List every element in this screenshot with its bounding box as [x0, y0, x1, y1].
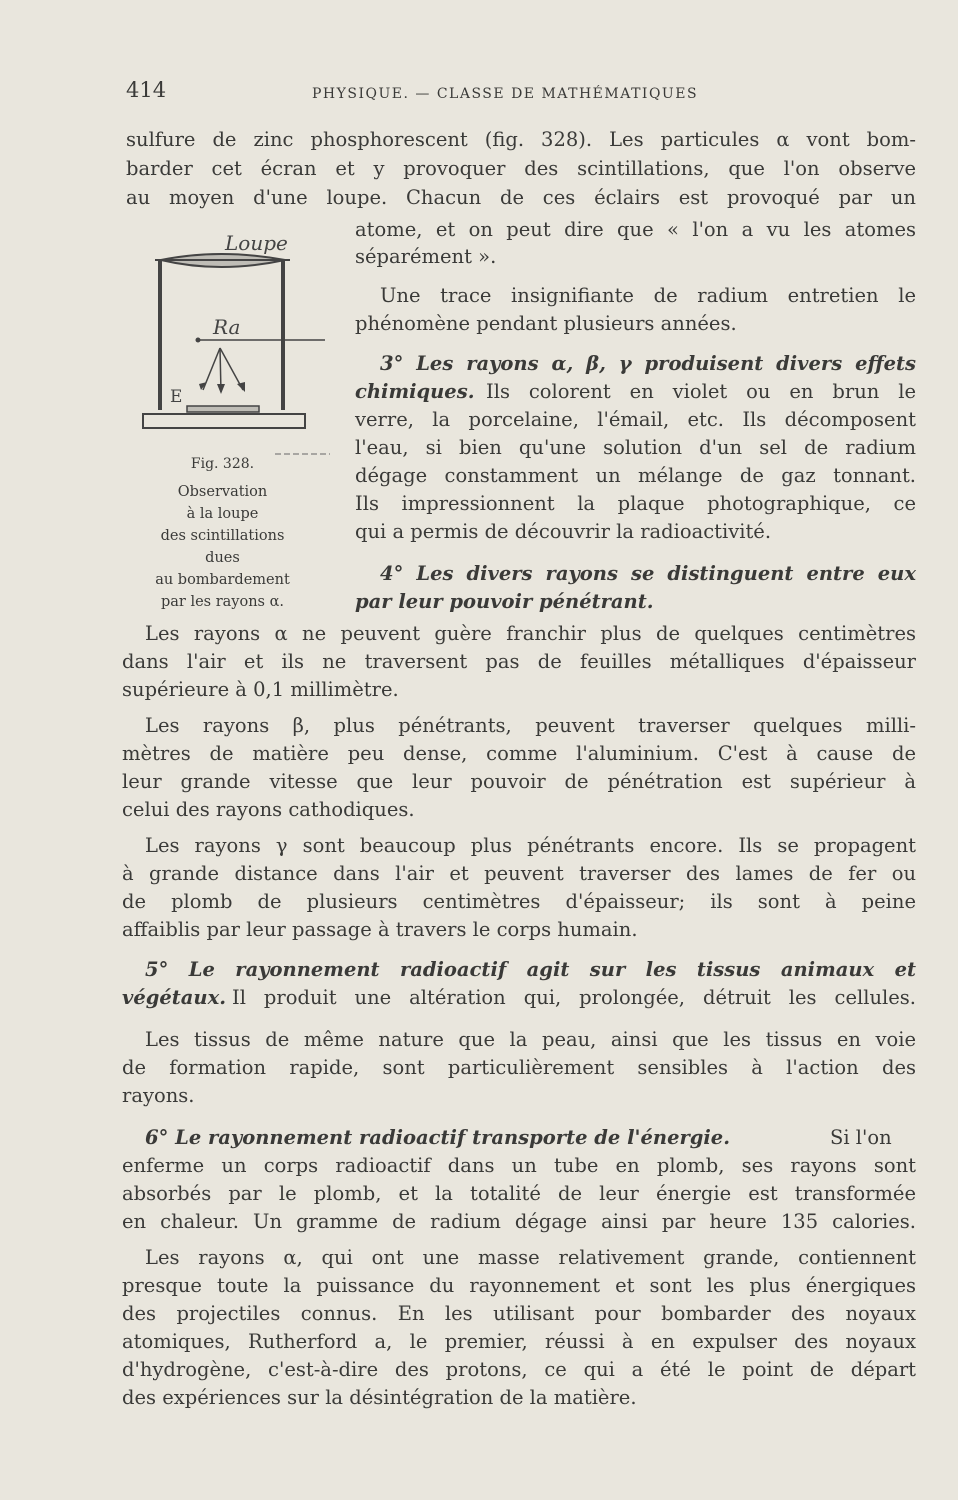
text-line: des expériences sur la désintégration de la matière. [122, 1386, 637, 1409]
text-line: Si l'on [830, 1126, 892, 1149]
text-line: qui a permis de découvrir la radioactivité. [355, 520, 772, 543]
text-line: atomiques, Rutherford a, le premier, réussi à en expulser des noyaux [122, 1330, 916, 1353]
text-line: Ils colorent en violet ou en brun le [486, 380, 916, 403]
figure-caption-line: par les rayons α. [160, 594, 285, 610]
section-heading: 4° Les divers rayons se distinguent entre eux [380, 562, 916, 585]
text-line: affaiblis par leur passage à travers le corps humain. [122, 918, 638, 941]
loupe-label: Loupe [225, 231, 288, 255]
text-line: d'hydrogène, c'est-à-dire des protons, ce qui a été le point de départ [122, 1358, 916, 1381]
text-line: de plomb de plusieurs centimètres d'épaisseur; ils sont à peine [122, 890, 916, 913]
figure-caption-line: au bombardement [155, 572, 290, 588]
section-heading: 5° Le rayonnement radioactif agit sur les tissus animaux et [145, 958, 916, 981]
text-line: en chaleur. Un gramme de radium dégage ainsi par heure 135 calories. [122, 1210, 916, 1233]
text-line: Une trace insignifiante de radium entretien le [380, 284, 916, 307]
text-line: dégage constamment un mélange de gaz tonnant. [355, 464, 916, 487]
section-heading: 6° Le rayonnement radioactif transporte de l'énergie. [145, 1126, 730, 1149]
left-post [158, 260, 162, 410]
section-heading-cont: chimiques. [355, 380, 475, 403]
text-line: sulfure de zinc phosphorescent (fig. 328). Les particules α vont bom- [126, 128, 916, 151]
text-line: Il produit une altération qui, prolongée, détruit les cellules. [232, 986, 916, 1009]
source-dot [196, 338, 201, 343]
text-line: enferme un corps radioactif dans un tube en plomb, ses rayons sont [122, 1154, 916, 1177]
figure-caption-line: à la loupe [186, 506, 259, 522]
text-line: à grande distance dans l'air et peuvent traverser des lames de fer ou [122, 862, 916, 885]
text-line: Les rayons β, plus pénétrants, peuvent traverser quelques milli- [145, 714, 916, 737]
text-line: rayons. [122, 1084, 195, 1107]
text-line: celui des rayons cathodiques. [122, 798, 415, 821]
section-heading-cont: par leur pouvoir pénétrant. [355, 590, 654, 613]
text-line: Les tissus de même nature que la peau, ainsi que les tissus en voie [145, 1028, 916, 1051]
text-line: verre, la porcelaine, l'émail, etc. Ils décomposent [355, 408, 916, 431]
text-line: barder cet écran et y provoquer des scintillations, que l'on observe [126, 157, 916, 180]
figure-caption-line: des scintillations [160, 528, 285, 544]
text-line: presque toute la puissance du rayonnement et sont les plus énergiques [122, 1274, 916, 1297]
section-heading-cont: végétaux. [122, 986, 227, 1009]
page-header [126, 78, 916, 108]
text-line: dans l'air et ils ne traversent pas de feuilles métalliques d'épaisseur [122, 650, 916, 673]
text-line: leur grande vitesse que leur pouvoir de pénétration est supérieur à [122, 770, 916, 793]
text-line: au moyen d'une loupe. Chacun de ces éclairs est provoqué par un [126, 186, 916, 209]
text-line: séparément ». [355, 245, 497, 268]
figure-caption-line: dues [205, 550, 240, 566]
text-line: Les rayons γ sont beaucoup plus pénétrants encore. Ils se propagent [145, 834, 916, 857]
text-line: phénomène pendant plusieurs années. [355, 312, 737, 335]
text-line: l'eau, si bien qu'une solution d'un sel de radium [355, 436, 916, 459]
figure-caption-title: Fig. 328. [190, 456, 255, 472]
right-post [281, 260, 285, 410]
page-number: 414 [126, 78, 167, 102]
figure-328-diagram [125, 218, 330, 468]
text-line: Les rayons α ne peuvent guère franchir plus de quelques centimètres [145, 622, 916, 645]
text-line: mètres de matière peu dense, comme l'aluminium. C'est à cause de [122, 742, 916, 765]
text-line: des projectiles connus. En les utilisant pour bombarder des noyaux [122, 1302, 916, 1325]
text-line: Les rayons α, qui ont une masse relativement grande, contiennent [145, 1246, 916, 1269]
figure-caption-line: Observation [177, 484, 268, 500]
running-title: PHYSIQUE. — CLASSE DE MATHÉMATIQUES [312, 86, 699, 102]
section-heading: 3° Les rayons α, β, γ produisent divers effets [380, 352, 916, 375]
text-line: Ils impressionnent la plaque photographique, ce [355, 492, 916, 515]
zinc-screen [187, 406, 259, 412]
text-line: de formation rapide, sont particulièrement sensibles à l'action des [122, 1056, 916, 1079]
base-plate [143, 414, 305, 428]
text-line: atome, et on peut dire que « l'on a vu les atomes [355, 218, 916, 241]
ra-label: Ra [213, 315, 241, 339]
e-label: E [170, 387, 183, 407]
text-line: absorbés par le plomb, et la totalité de leur énergie est transformée [122, 1182, 916, 1205]
text-line: supérieure à 0,1 millimètre. [122, 678, 399, 701]
